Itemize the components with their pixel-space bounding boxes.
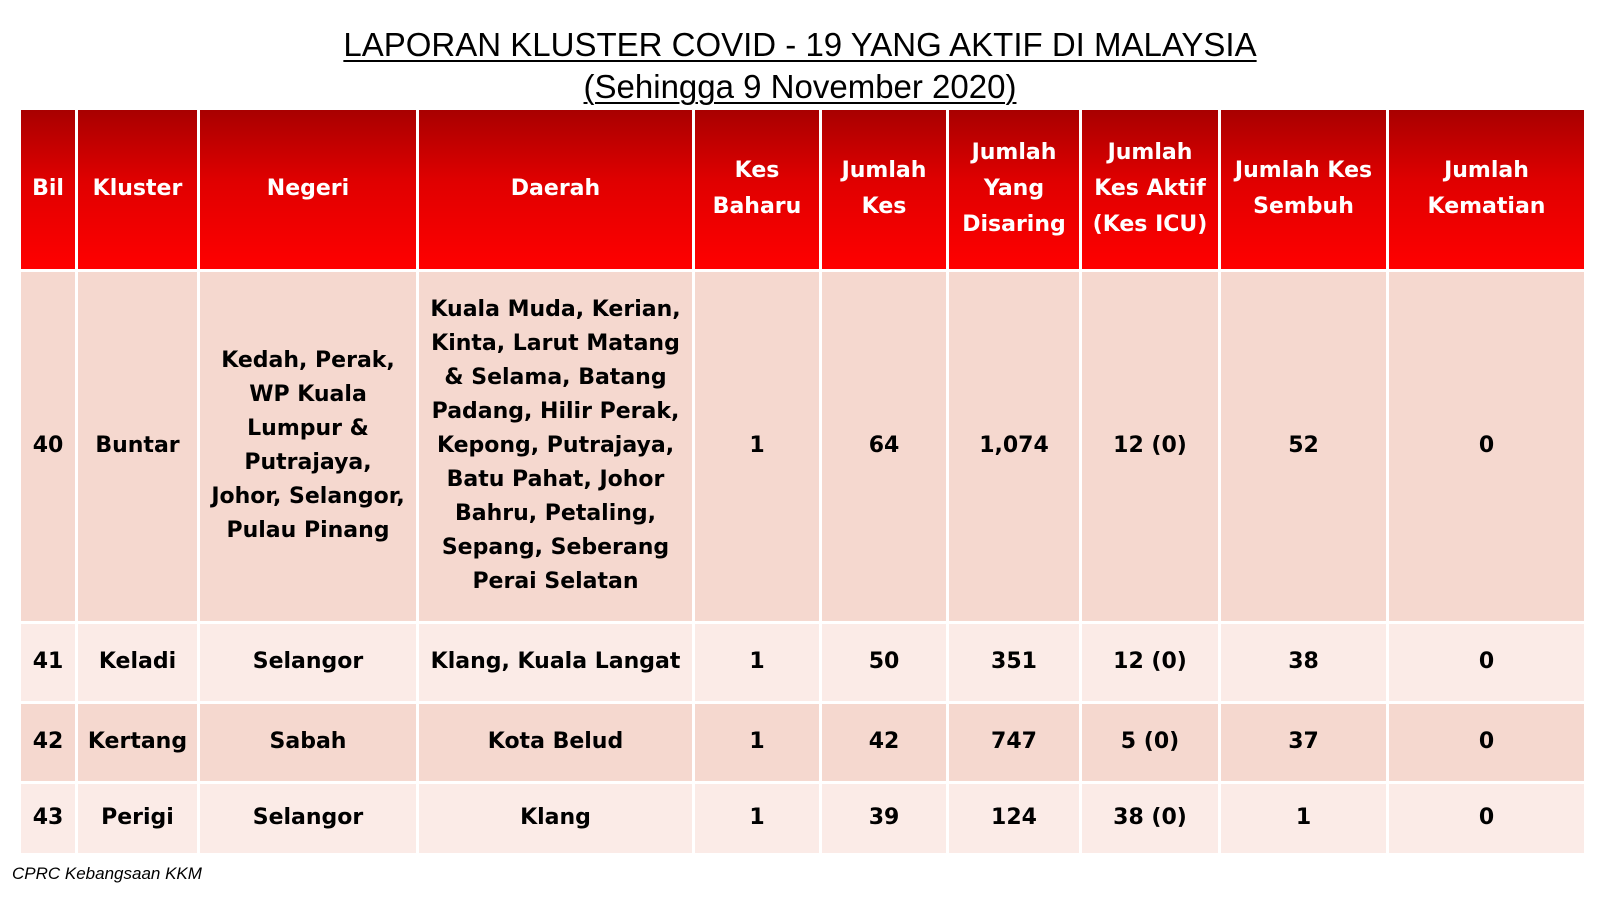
cell-kes-baharu: 1	[694, 622, 821, 702]
cell-jumlah-kes: 64	[821, 270, 948, 622]
cell-jumlah-kes: 39	[821, 782, 948, 854]
cell-jumlah-kes: 50	[821, 622, 948, 702]
cell-negeri: Selangor	[199, 622, 418, 702]
cell-bil: 41	[20, 622, 77, 702]
header-kes-sembuh-text: Jumlah Kes Sembuh	[1234, 158, 1373, 220]
cell-kluster: Perigi	[77, 782, 199, 854]
header-kematian-text: Jumlah Kematian	[1427, 158, 1546, 220]
cell-kematian: 0	[1388, 622, 1586, 702]
header-negeri: Negeri	[199, 110, 418, 270]
cell-bil: 40	[20, 270, 77, 622]
header-kematian	[1388, 110, 1586, 270]
cell-daerah: Kota Belud	[418, 702, 694, 782]
table-row	[20, 782, 1586, 854]
header-kes-baharu	[694, 110, 821, 270]
cell-bil: 42	[20, 702, 77, 782]
header-jumlah-disaring	[948, 110, 1081, 270]
cell-daerah: Klang, Kuala Langat	[418, 622, 694, 702]
cell-kes-sembuh: 37	[1220, 702, 1388, 782]
cell-kes-sembuh: 1	[1220, 782, 1388, 854]
table-header-row	[20, 110, 1586, 270]
cell-negeri-text: Kedah, Perak, WP Kuala Lumpur & Putrajaya, Johor, Selangor, Pulau Pinang	[211, 348, 405, 543]
cell-kluster: Buntar	[77, 270, 199, 622]
cell-kes-baharu: 1	[694, 782, 821, 854]
cell-daerah	[418, 270, 694, 622]
cell-kes-baharu: 1	[694, 702, 821, 782]
cell-kematian: 0	[1388, 270, 1586, 622]
cell-kes-sembuh: 52	[1220, 270, 1388, 622]
cell-jumlah-disaring: 747	[948, 702, 1081, 782]
cell-kluster: Kertang	[77, 702, 199, 782]
cell-kes-aktif: 12 (0)	[1081, 622, 1220, 702]
cell-daerah-text: Kuala Muda, Kerian, Kinta, Larut Matang & Selama, Batang Padang, Hilir Perak, Kepong, Putrajaya, Batu Pahat, Johor Bahru, Petaling, Sepang, Seberang Perai Selatan	[430, 297, 681, 594]
cell-kes-aktif: 5 (0)	[1081, 702, 1220, 782]
header-jumlah-kes	[821, 110, 948, 270]
cell-kematian: 0	[1388, 702, 1586, 782]
page-subtitle-date: (Sehingga 9 November 2020)	[583, 68, 1017, 105]
cell-jumlah-kes: 42	[821, 702, 948, 782]
cell-kes-sembuh: 38	[1220, 622, 1388, 702]
header-kes-baharu-text: Kes Baharu	[712, 158, 802, 220]
cell-jumlah-disaring: 351	[948, 622, 1081, 702]
header-kes-sembuh	[1220, 110, 1388, 270]
cell-negeri: Selangor	[199, 782, 418, 854]
cell-daerah: Klang	[418, 782, 694, 854]
header-bil: Bil	[20, 110, 77, 270]
cluster-table	[18, 110, 1587, 856]
table-row	[20, 622, 1586, 702]
cell-jumlah-disaring: 124	[948, 782, 1081, 854]
cell-kluster: Keladi	[77, 622, 199, 702]
header-jumlah-disaring-text: Jumlah Yang Disaring	[962, 140, 1066, 238]
source-credit: CPRC Kebangsaan KKM	[12, 864, 202, 883]
cell-negeri: Sabah	[199, 702, 418, 782]
table-row	[20, 270, 1586, 622]
cell-negeri	[199, 270, 418, 622]
cell-kematian: 0	[1388, 782, 1586, 854]
header-jumlah-kes-text: Jumlah Kes	[841, 158, 927, 220]
cell-bil: 43	[20, 782, 77, 854]
cell-kes-aktif: 12 (0)	[1081, 270, 1220, 622]
table-row	[20, 702, 1586, 782]
page-title: LAPORAN KLUSTER COVID - 19 YANG AKTIF DI MALAYSIA	[343, 26, 1257, 63]
cell-kes-baharu: 1	[694, 270, 821, 622]
header-kes-aktif-text: Jumlah Kes Aktif (Kes ICU)	[1092, 140, 1208, 238]
header-kes-aktif	[1081, 110, 1220, 270]
header-kluster: Kluster	[77, 110, 199, 270]
header-daerah: Daerah	[418, 110, 694, 270]
cell-jumlah-disaring: 1,074	[948, 270, 1081, 622]
cell-kes-aktif: 38 (0)	[1081, 782, 1220, 854]
